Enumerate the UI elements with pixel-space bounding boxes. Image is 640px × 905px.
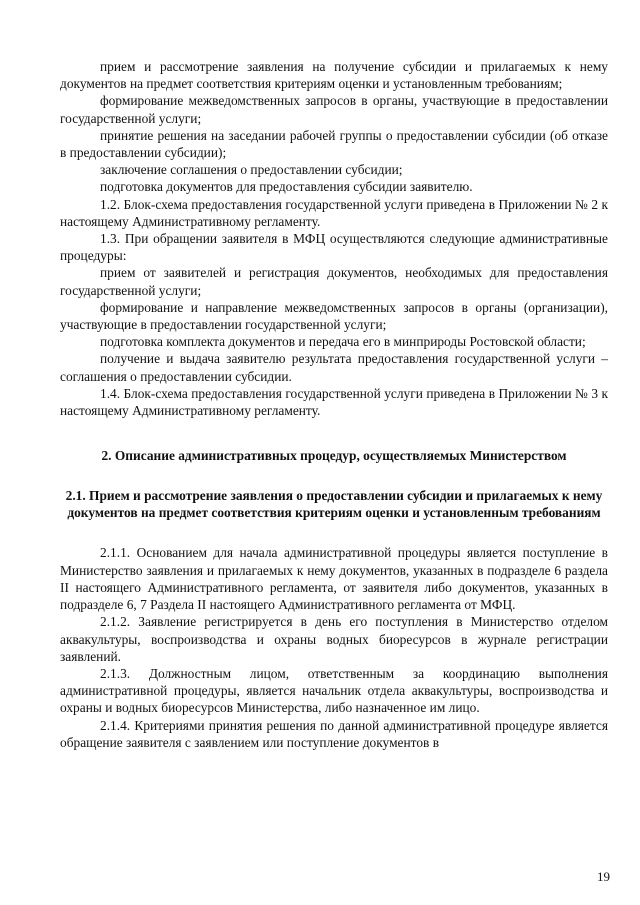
paragraph: 2.1.3. Должностным лицом, ответственным за координацию выполнения административной процедуры, является начальник отдела аквакультуры, воспроизводства и охраны и водных биоресурсов Министерства, либо назначенное им лицо. (60, 665, 608, 716)
paragraph: 1.3. При обращении заявителя в МФЦ осуществляются следующие административные процедуры: (60, 231, 608, 264)
paragraph: заключение соглашения о предоставлении субсидии; (100, 162, 403, 178)
page-number: 19 (597, 869, 610, 884)
document-page (60, 58, 608, 751)
paragraph: формирование межведомственных запросов в органы, участвующие в предоставлении государственной услуги; (60, 93, 608, 126)
paragraph: прием от заявителей и регистрация документов, необходимых для предоставления государственной услуги; (60, 265, 608, 298)
paragraph: формирование и направление межведомственных запросов в органы (организации), участвующие в предоставлении государственной услуги; (60, 299, 608, 333)
section-heading: 2. Описание административных процедур, осуществляемых Министерством (101, 448, 567, 464)
paragraph: 1.4. Блок-схема предоставления государственной услуги приведена в Приложении № 3 к настоящему Административному регламенту. (60, 385, 608, 419)
paragraph: 2.1.1. Основанием для начала административной процедуры является поступление в Министерство заявления и прилагаемых к нему документов, указанных в подразделе 6 раздела II настоящего Административного регламента, от заявителя либо документов, указанных в подразделе 6, 7 Раздела II настоящего Административного регламента от МФЦ. (60, 545, 608, 613)
procedures-list (60, 58, 608, 419)
paragraph: принятие решения на заседании рабочей группы о предоставлении субсидии (об отказе в предоставлении субсидии); (60, 127, 608, 161)
paragraph: подготовка комплекта документов и передача его в минприроды Ростовской области; (100, 334, 586, 350)
subsection-heading: 2.1. Прием и рассмотрение заявления о предоставлении субсидии и прилагаемых к нему документов на предмет соответствия критериям оценки и установленным требованиям (65, 487, 603, 521)
paragraph: получение и выдача заявителю результата предоставления государственной услуги – соглашения о предоставлении субсидии. (60, 351, 608, 384)
paragraph: 1.2. Блок-схема предоставления государственной услуги приведена в Приложении № 2 к настоящему Административному регламенту. (60, 196, 608, 229)
subsection-body (60, 544, 608, 750)
paragraph: подготовка документов для предоставления субсидии заявителю. (100, 179, 473, 195)
paragraph: прием и рассмотрение заявления на получение субсидии и прилагаемых к нему документов на предмет соответствия критериям оценки и установленным требованиям; (60, 59, 608, 92)
paragraph: 2.1.4. Критериями принятия решения по данной административной процедуре является обращение заявителя с заявлением или поступление документов в (60, 717, 608, 750)
paragraph: 2.1.2. Заявление регистрируется в день его поступления в Министерство отделом аквакультуры, воспроизводства и охраны водных биоресурсов в журнале регистрации заявлений. (60, 614, 608, 664)
